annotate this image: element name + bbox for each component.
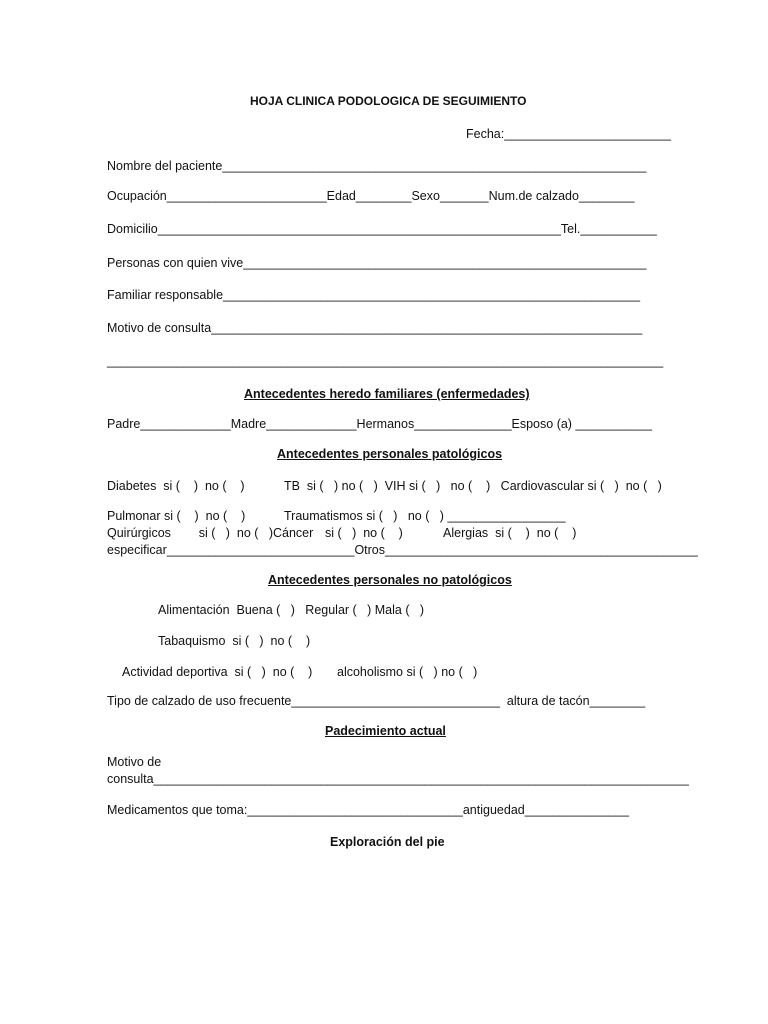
heading-heredo-familiares: Antecedentes heredo familiares (enfermedades) — [244, 387, 530, 401]
motivo-consulta-field[interactable]: consulta_____________________________________________________________________________ — [107, 772, 689, 786]
pulmonar-option[interactable]: Pulmonar si ( ) no ( ) — [107, 509, 246, 523]
actividad-option[interactable]: Actividad deportiva si ( ) no ( ) — [122, 665, 313, 679]
tb-vih-cardio-options[interactable]: TB si ( ) no ( ) VIH si ( ) no ( ) Cardiovascular si ( ) no ( ) — [284, 479, 662, 493]
alcoholismo-option[interactable]: alcoholismo si ( ) no ( ) — [337, 665, 478, 679]
diabetes-option[interactable]: Diabetes si ( ) no ( ) — [107, 479, 245, 493]
domicilio-row[interactable]: Domicilio__________________________________________________________Tel.___________ — [107, 222, 657, 236]
traumatismos-option[interactable]: Traumatismos si ( ) no ( ) _________________ — [284, 509, 566, 523]
cancer-option[interactable]: si ( ) no ( ) — [325, 526, 403, 540]
calzado-row[interactable]: Tipo de calzado de uso frecuente______________________________ altura de tacón________ — [107, 694, 646, 708]
tabaquismo-option[interactable]: Tabaquismo si ( ) no ( ) — [158, 634, 311, 648]
motivo-consulta-label: Motivo de — [107, 755, 162, 769]
alimentacion-option[interactable]: Alimentación Buena ( ) Regular ( ) Mala ( ) — [158, 603, 425, 617]
medicamentos-row[interactable]: Medicamentos que toma:_______________________________antiguedad_______________ — [107, 803, 630, 817]
motivo-field[interactable]: Motivo de consulta______________________________________________________________ — [107, 321, 643, 335]
motivo-extra-line[interactable]: ________________________________________________________________________________ — [107, 354, 664, 368]
quirurgicos-option[interactable]: Quirúrgicos si ( ) no ( )Cáncer — [107, 526, 314, 540]
heading-patologicos: Antecedentes personales patológicos — [277, 447, 503, 461]
heading-padecimiento: Padecimiento actual — [325, 724, 446, 738]
alergias-option[interactable]: Alergias si ( ) no ( ) — [443, 526, 577, 540]
personas-field[interactable]: Personas con quien vive__________________________________________________________ — [107, 256, 647, 270]
heading-no-patologicos: Antecedentes personales no patológicos — [268, 573, 512, 587]
familiar-field[interactable]: Familiar responsable____________________________________________________________ — [107, 288, 641, 302]
fecha-field[interactable]: Fecha:________________________ — [466, 127, 672, 141]
familia-row[interactable]: Padre_____________Madre_____________Hermanos______________Esposo (a) ___________ — [107, 417, 652, 431]
heading-exploracion: Exploración del pie — [330, 835, 445, 849]
document-title: HOJA CLINICA PODOLOGICA DE SEGUIMIENTO — [250, 94, 527, 108]
nombre-field[interactable]: Nombre del paciente_____________________________________________________________ — [107, 159, 647, 173]
especificar-row[interactable]: especificar___________________________Otros_____________________________________________ — [107, 543, 698, 557]
ocupacion-row[interactable]: Ocupación_______________________Edad________Sexo_______Num.de calzado________ — [107, 189, 635, 203]
